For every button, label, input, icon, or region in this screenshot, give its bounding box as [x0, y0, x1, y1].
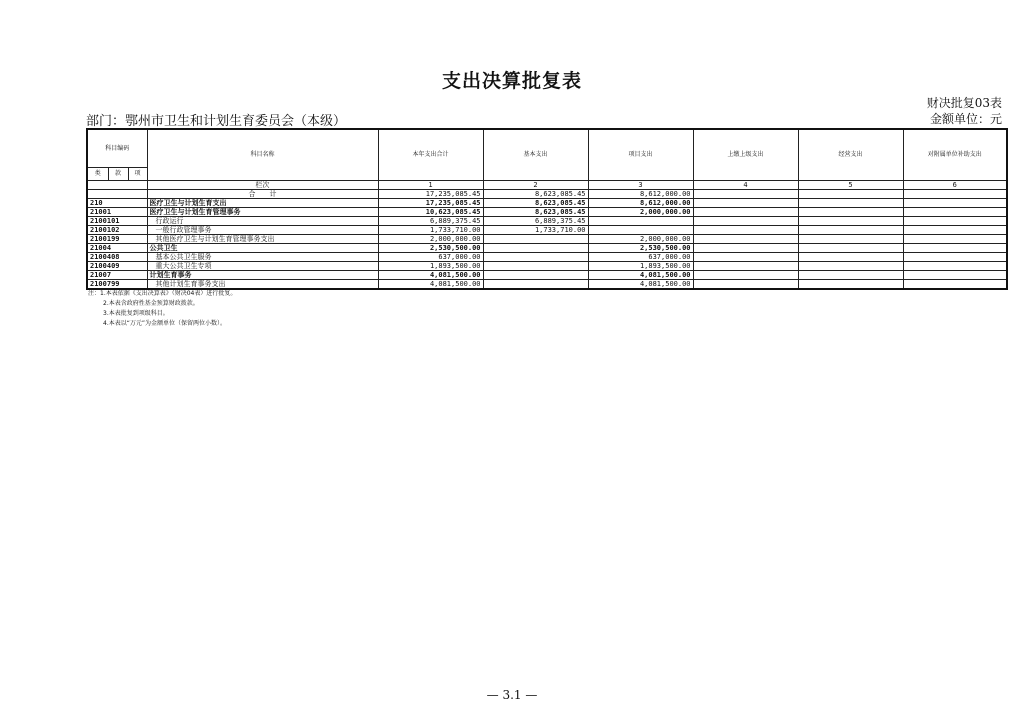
row-basic	[483, 235, 588, 244]
row-project: 2,530,500.00	[588, 244, 693, 253]
row-total: 2,000,000.00	[378, 235, 483, 244]
table-row	[87, 244, 1007, 253]
header-business: 经营支出	[798, 129, 903, 181]
row-basic	[483, 271, 588, 280]
header-class: 类	[87, 168, 108, 181]
table-row	[87, 271, 1007, 280]
row-upper	[693, 199, 798, 208]
row-total: 17,235,085.45	[378, 199, 483, 208]
lanci-1: 1	[378, 181, 483, 190]
row-business	[798, 208, 903, 217]
row-upper	[693, 244, 798, 253]
row-business	[798, 235, 903, 244]
row-code: 21001	[87, 208, 147, 217]
row-business	[798, 199, 903, 208]
row-code: 21007	[87, 271, 147, 280]
row-basic	[483, 280, 588, 290]
row-upper	[693, 208, 798, 217]
row-total: 4,081,500.00	[378, 280, 483, 290]
table-row	[87, 253, 1007, 262]
row-name: 行政运行	[147, 217, 378, 226]
row-basic	[483, 244, 588, 253]
row-code: 2100409	[87, 262, 147, 271]
row-upper	[693, 217, 798, 226]
row-upper	[693, 262, 798, 271]
row-basic: 8,623,085.45	[483, 199, 588, 208]
lanci-label: 栏次	[147, 181, 378, 190]
row-total: 1,893,500.00	[378, 262, 483, 271]
sum-total: 17,235,085.45	[378, 190, 483, 199]
data-rows	[87, 199, 1007, 290]
row-project: 2,000,000.00	[588, 208, 693, 217]
row-total: 2,530,500.00	[378, 244, 483, 253]
row-name: 其他计划生育事务支出	[147, 280, 378, 290]
row-total: 6,889,375.45	[378, 217, 483, 226]
header-basic: 基本支出	[483, 129, 588, 181]
row-project: 4,081,500.00	[588, 280, 693, 290]
table-row	[87, 235, 1007, 244]
table-row	[87, 199, 1007, 208]
row-total: 1,733,710.00	[378, 226, 483, 235]
row-business	[798, 253, 903, 262]
row-subsidy	[903, 217, 1007, 226]
row-code: 2100101	[87, 217, 147, 226]
row-business	[798, 217, 903, 226]
header-code: 科目编码	[87, 129, 147, 168]
table-row	[87, 280, 1007, 290]
row-basic	[483, 253, 588, 262]
row-business	[798, 280, 903, 290]
row-project: 8,612,000.00	[588, 199, 693, 208]
lanci-5: 5	[798, 181, 903, 190]
row-upper	[693, 253, 798, 262]
header-total: 本年支出合计	[378, 129, 483, 181]
table-row	[87, 226, 1007, 235]
row-total: 4,081,500.00	[378, 271, 483, 280]
department-label: 部门：鄂州市卫生和计划生育委员会（本级）	[86, 114, 347, 129]
header-project: 项目支出	[588, 129, 693, 181]
row-subsidy	[903, 280, 1007, 290]
row-name: 一般行政管理事务	[147, 226, 378, 235]
row-code: 2100799	[87, 280, 147, 290]
row-name: 医疗卫生与计划生育支出	[147, 199, 378, 208]
header-item: 项	[128, 168, 147, 181]
row-subsidy	[903, 235, 1007, 244]
report-title: 支出决算批复表	[441, 70, 582, 92]
sum-project: 8,612,000.00	[588, 190, 693, 199]
row-basic: 8,623,085.45	[483, 208, 588, 217]
page-number: — 3.1 —	[486, 688, 538, 702]
row-business	[798, 226, 903, 235]
note-4: 4.本表以“万元”为金额单位（保留两位小数）。	[103, 320, 226, 327]
row-code: 2100199	[87, 235, 147, 244]
lanci-3: 3	[588, 181, 693, 190]
lanci-4: 4	[693, 181, 798, 190]
header-subsidy: 对附属单位补助支出	[903, 129, 1007, 181]
header-name: 科目名称	[147, 129, 378, 181]
row-upper	[693, 226, 798, 235]
sum-label: 合 计	[147, 190, 378, 199]
form-number: 财决批复03表	[926, 96, 1002, 110]
row-subsidy	[903, 208, 1007, 217]
row-code: 21004	[87, 244, 147, 253]
row-name: 基本公共卫生服务	[147, 253, 378, 262]
lanci-row	[87, 181, 1007, 190]
row-business	[798, 262, 903, 271]
row-subsidy	[903, 253, 1007, 262]
row-name: 公共卫生	[147, 244, 378, 253]
row-subsidy	[903, 199, 1007, 208]
row-code: 210	[87, 199, 147, 208]
row-project: 637,000.00	[588, 253, 693, 262]
row-business	[798, 271, 903, 280]
row-name: 计划生育事务	[147, 271, 378, 280]
expenditure-table	[86, 128, 1008, 290]
row-subsidy	[903, 271, 1007, 280]
note-1: 注：1.本表依据《支出决算表》（财决04表）进行批复。	[88, 290, 237, 297]
row-name: 医疗卫生与计划生育管理事务	[147, 208, 378, 217]
row-code: 2100408	[87, 253, 147, 262]
row-project: 2,000,000.00	[588, 235, 693, 244]
note-2: 2.本表含政府性基金预算财政拨款。	[103, 300, 199, 307]
lanci-2: 2	[483, 181, 588, 190]
row-upper	[693, 271, 798, 280]
row-subsidy	[903, 262, 1007, 271]
lanci-6: 6	[903, 181, 1007, 190]
note-3: 3.本表批复到项级科目。	[103, 310, 169, 317]
header-upper: 上缴上级支出	[693, 129, 798, 181]
row-upper	[693, 280, 798, 290]
table-row	[87, 208, 1007, 217]
row-project: 4,081,500.00	[588, 271, 693, 280]
row-project	[588, 226, 693, 235]
sum-basic: 8,623,085.45	[483, 190, 588, 199]
row-name: 其他医疗卫生与计划生育管理事务支出	[147, 235, 378, 244]
row-code: 2100102	[87, 226, 147, 235]
row-total: 637,000.00	[378, 253, 483, 262]
amount-unit: 金额单位：元	[929, 112, 1002, 126]
row-total: 10,623,085.45	[378, 208, 483, 217]
header-row	[87, 129, 1007, 168]
row-name: 重大公共卫生专项	[147, 262, 378, 271]
table-row	[87, 217, 1007, 226]
footnotes	[88, 289, 236, 329]
row-upper	[693, 235, 798, 244]
row-project	[588, 217, 693, 226]
row-basic: 6,889,375.45	[483, 217, 588, 226]
row-basic	[483, 262, 588, 271]
table-row	[87, 262, 1007, 271]
row-business	[798, 244, 903, 253]
header-section: 款	[108, 168, 128, 181]
row-subsidy	[903, 226, 1007, 235]
row-basic: 1,733,710.00	[483, 226, 588, 235]
sum-row	[87, 190, 1007, 199]
row-subsidy	[903, 244, 1007, 253]
row-project: 1,893,500.00	[588, 262, 693, 271]
